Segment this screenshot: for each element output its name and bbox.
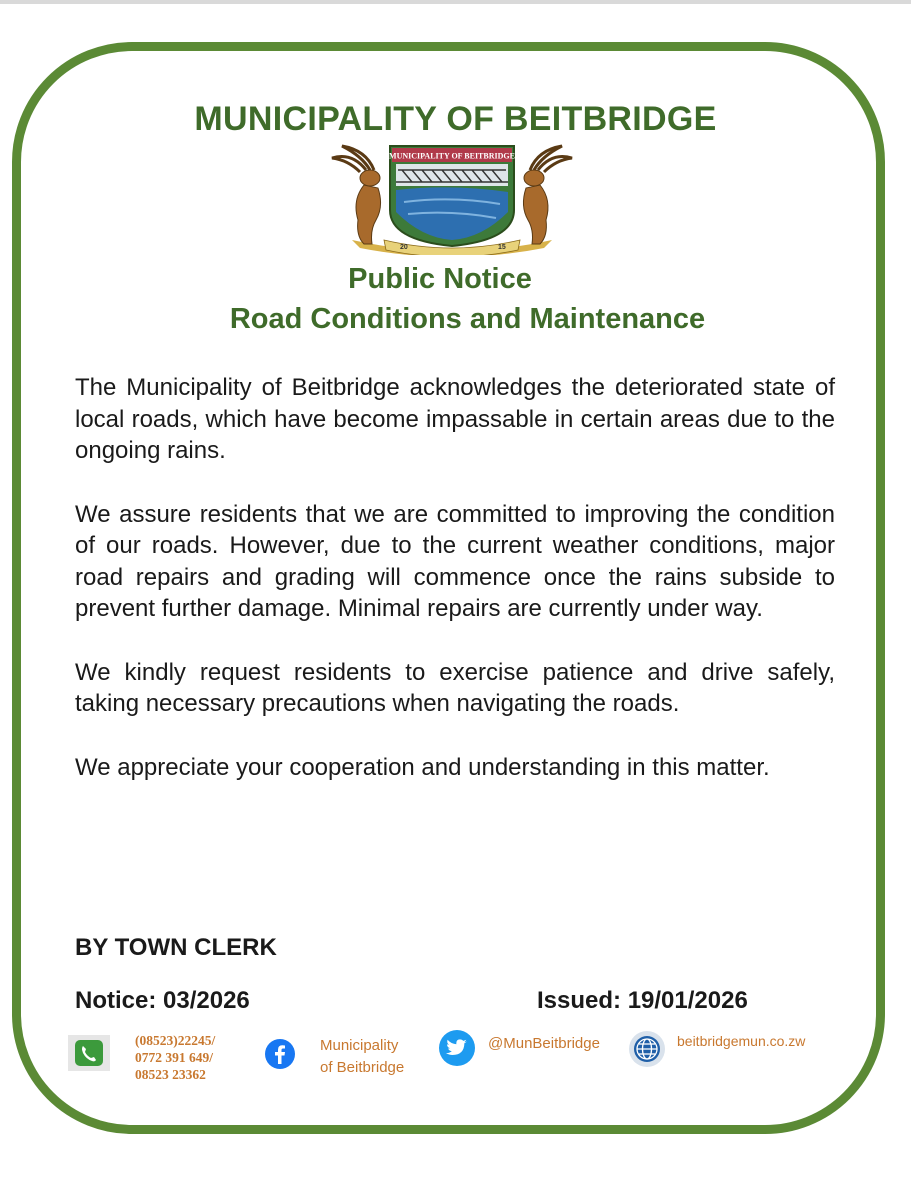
notice-label: Public Notice [348, 263, 532, 295]
facebook-line-1: Municipality [320, 1037, 399, 1054]
notice-number: Notice: 03/2026 [75, 987, 250, 1014]
twitter-icon [438, 1029, 476, 1067]
paragraph-2: We assure residents that we are committed to improving the condition of our roads. However, due to the current weather conditions, major road repairs and grading will commence once the rains subside to prevent further damage. Minimal repairs are currently under way. [75, 500, 835, 622]
crest-banner-text: MUNICIPALITY OF BEITBRIDGE [389, 151, 515, 161]
paragraph-1: The Municipality of Beitbridge acknowledges the deteriorated state of local roads, which have become impassable in certain areas due to the ongoing rains. [75, 374, 835, 464]
globe-icon [628, 1030, 666, 1068]
organization-title: MUNICIPALITY OF BEITBRIDGE [194, 100, 717, 138]
signoff: BY TOWN CLERK [75, 934, 277, 961]
facebook-link[interactable] [320, 1035, 404, 1079]
paragraph-4: We appreciate your cooperation and understanding in this matter. [75, 753, 770, 781]
paragraph-3: We kindly request residents to exercise patience and drive safely, taking necessary precautions when navigating the roads. [75, 658, 835, 717]
phone-numbers[interactable] [135, 1032, 215, 1083]
top-divider [0, 0, 911, 4]
phone-line-1: (08523)22245/ [135, 1033, 216, 1048]
notice-subject: Road Conditions and Maintenance [229, 303, 706, 335]
facebook-line-2: of Beitbridge [320, 1059, 405, 1076]
phone-line-3: 08523 23362 [135, 1067, 206, 1082]
issued-date: Issued: 19/01/2026 [537, 987, 748, 1014]
phone-line-2: 0772 391 649/ [135, 1050, 214, 1065]
crest-year-left: 20 [400, 244, 408, 251]
notice-body [75, 372, 835, 815]
website-link[interactable]: beitbridgemun.co.zw [677, 1033, 806, 1049]
municipal-crest-logo [312, 140, 592, 255]
phone-icon [68, 1035, 110, 1071]
crest-year-right: 15 [498, 244, 506, 251]
facebook-icon [264, 1038, 296, 1070]
twitter-handle[interactable]: @MunBeitbridge [488, 1035, 600, 1052]
